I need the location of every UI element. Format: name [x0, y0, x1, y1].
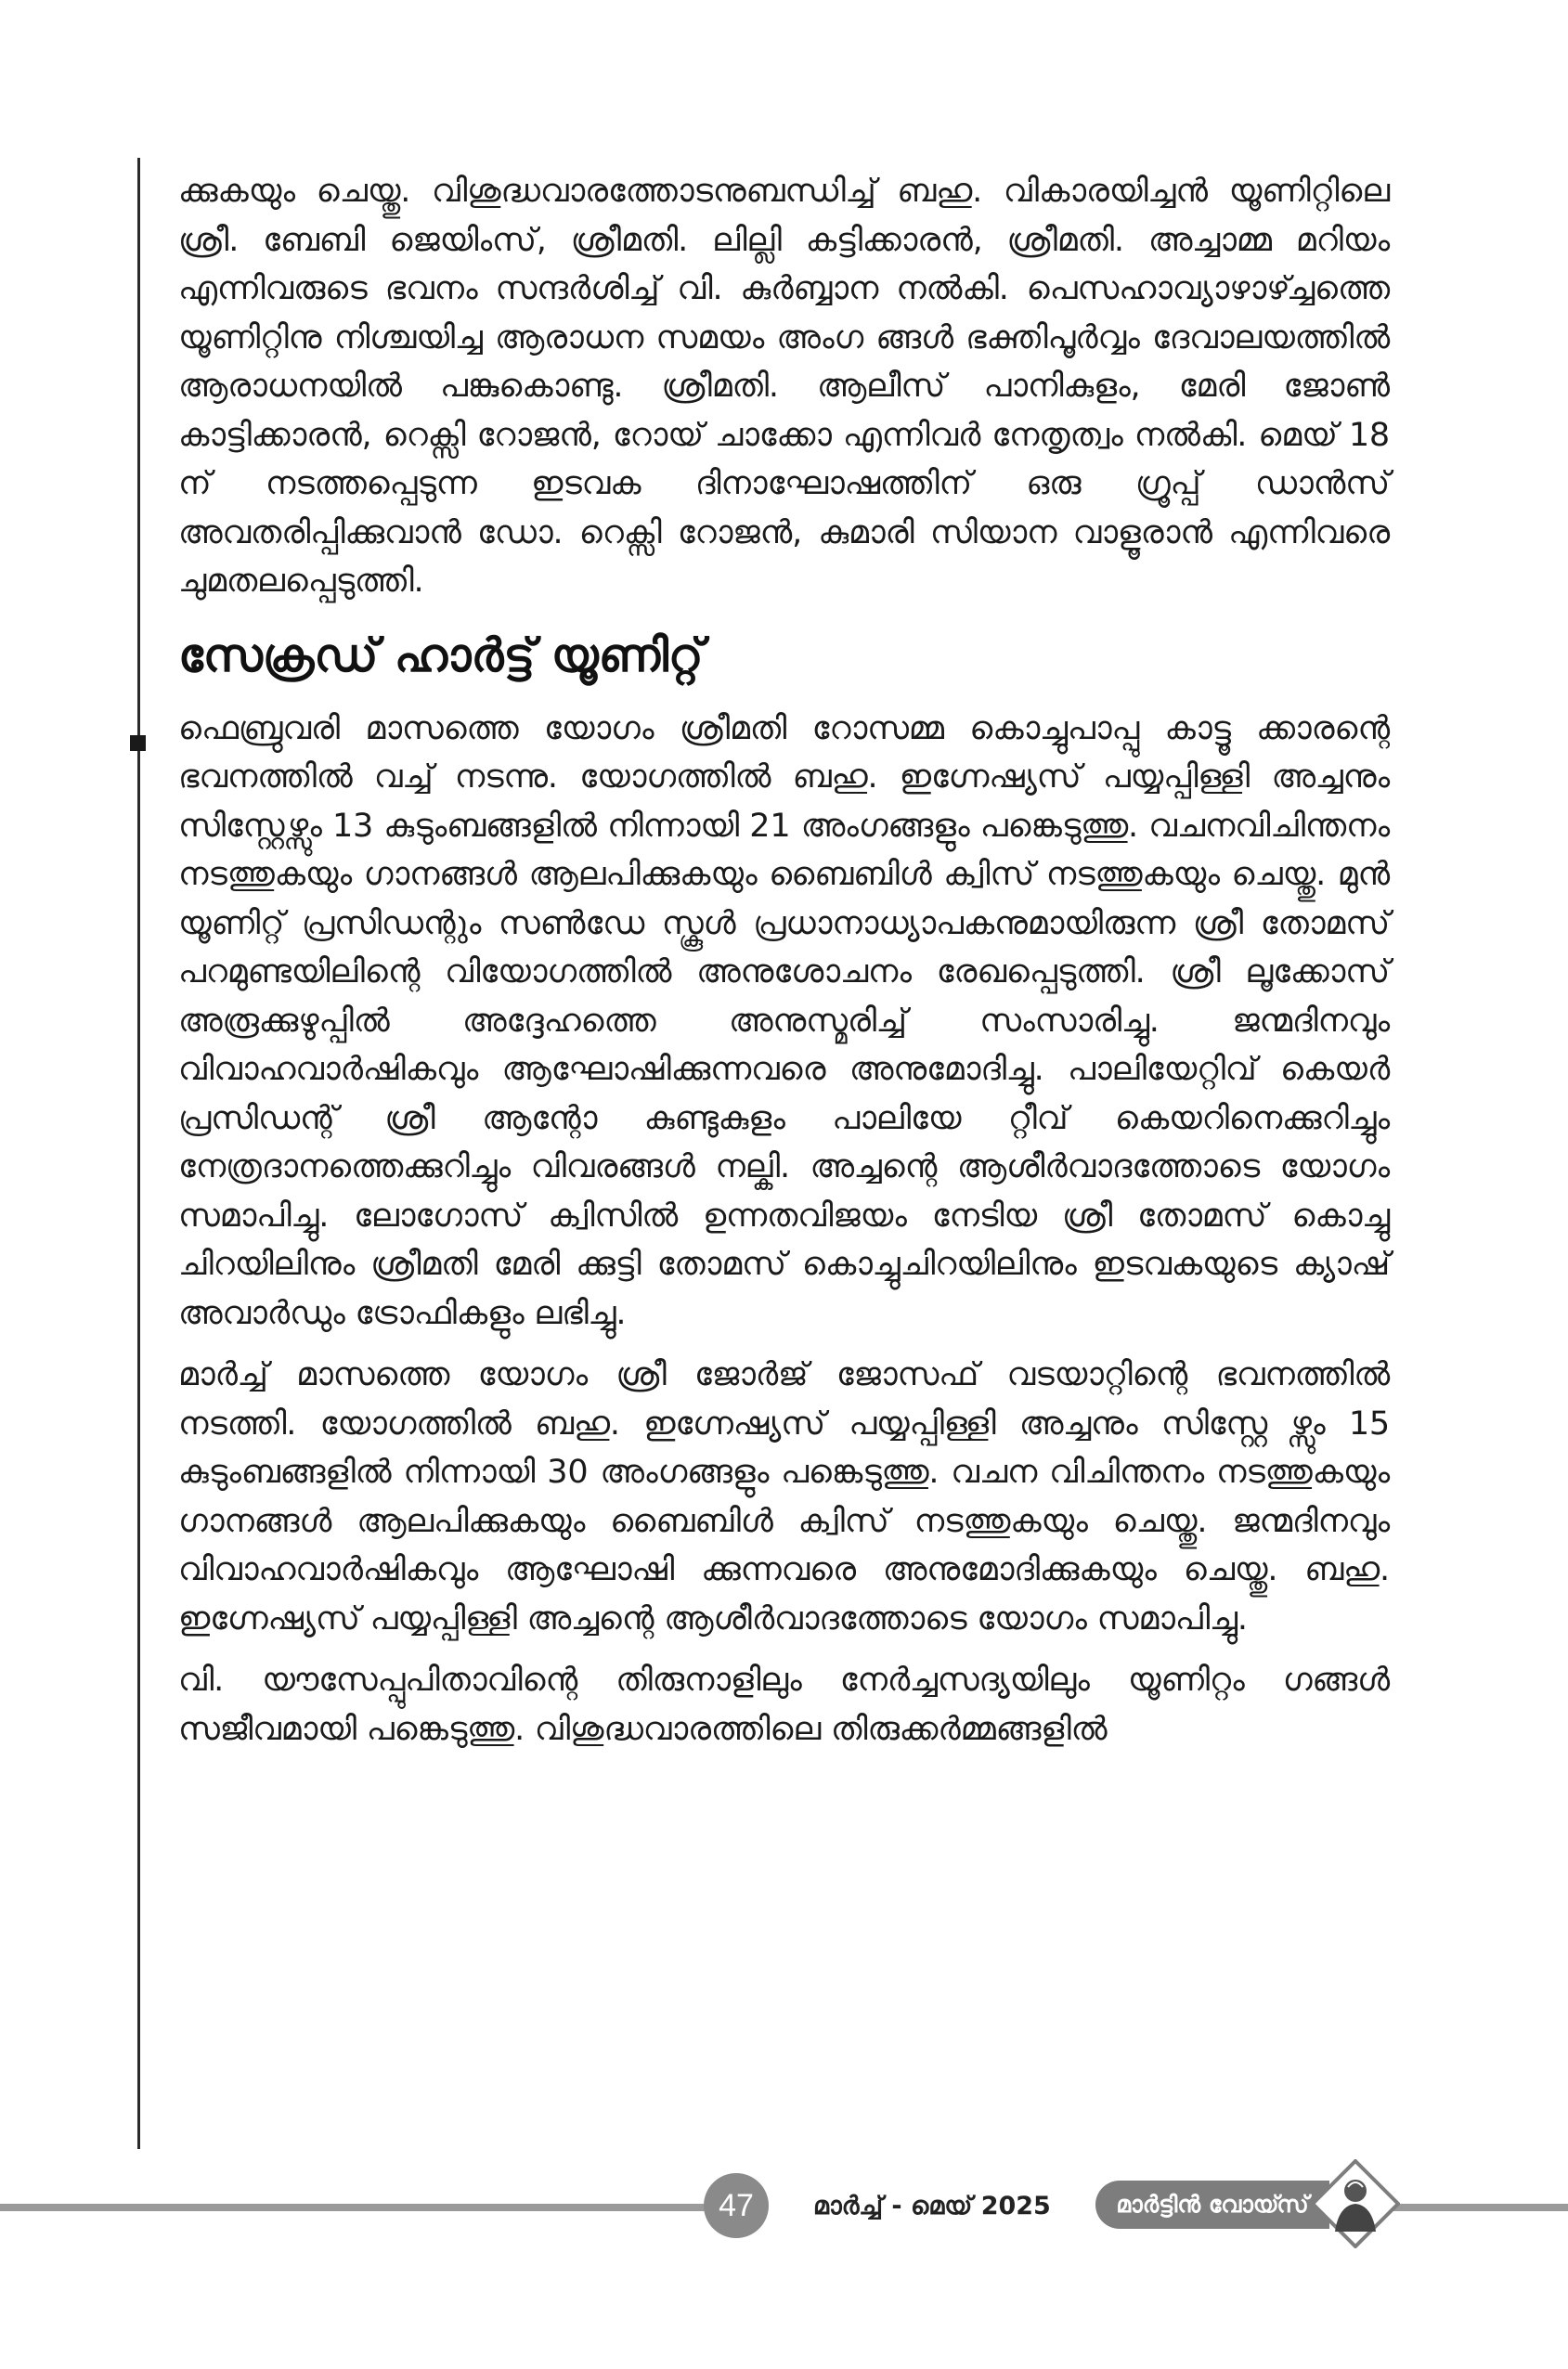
article-paragraph: ഫെബ്രുവരി മാസത്തെ യോഗം ശ്രീമതി റോസമ്മ കൊച്ചുപാപ്പു കാട്ടൂ ക്കാരന്റെ ഭവനത്തിൽ വച്ച് നടന്നു. യോഗത്തിൽ ബഹു. ഇഗ്നേഷ്യസ് പയ്യപ്പിള്ളി അച്ചനും സിസ്റ്റേഴ്സും 13 കുടുംബങ്ങളിൽ നിന്നായി 21 അംഗങ്ങളും പങ്കെടുത്തു. വചനവിചിന്തനം നടത്തുകയും ഗാനങ്ങൾ ആലപിക്കുകയും ബൈബിൾ ക്വിസ് നടത്തുകയും ചെയ്തു. മുൻ യൂണിറ്റ് പ്രസിഡന്റും സൺഡേ സ്കൂൾ പ്രധാനാധ്യാപകനുമായിരുന്ന ശ്രീ തോമസ് പറമുണ്ടയിലിന്റെ വിയോഗത്തിൽ അനുശോചനം രേഖപ്പെടുത്തി. ശ്രീ ലൂക്കോസ് അരൂക്കുഴുപ്പിൽ അദ്ദേഹത്തെ അനുസ്മരിച്ച് സംസാരിച്ചു. ജന്മദിനവും വിവാഹവാർഷികവും ആഘോഷിക്കുന്നവരെ അനുമോദിച്ചു. പാലിയേറ്റിവ് കെയർ പ്രസിഡന്റ് ശ്രീ ആന്റോ കുണ്ടുകുളം പാലിയേ റ്റീവ് കെയറിനെക്കുറിച്ചും നേത്രദാനത്തെക്കുറിച്ചും വിവരങ്ങൾ നല്കി. അച്ചന്റെ ആശീർവാദത്തോടെ യോഗം സമാപിച്ചു. ലോഗോസ് ക്വിസിൽ ഉന്നതവിജയം നേടിയ ശ്രീ തോമസ് കൊച്ചു ചിറയിലിനും ശ്രീമതി മേരി ക്കുട്ടി തോമസ് കൊച്ചുചിറയിലിനും ഇടവകയുടെ ക്യാഷ് അവാർഡും ട്രോഫികളും ലഭിച്ചു. — [178, 709, 1390, 1332]
article-paragraph: മാർച്ച് മാസത്തെ യോഗം ശ്രീ ജോർജ് ജോസഫ് വടയാറ്റിന്റെ ഭവനത്തിൽ നടത്തി. യോഗത്തിൽ ബഹു. ഇഗ്നേഷ്യസ് പയ്യപ്പിള്ളി അച്ചനും സിസ്റ്റേ ഴ്സും 15 കുടുംബങ്ങളിൽ നിന്നായി 30 അംഗങ്ങളും പങ്കെടുത്തു. വചന വിചിന്തനം നടത്തുകയും ഗാനങ്ങൾ ആലപിക്കുകയും ബൈബിൾ ക്വിസ് നടത്തുകയും ചെയ്തു. ജന്മദിനവും വിവാഹവാർഷികവും ആഘോഷി ക്കുന്നവരെ അനുമോദിക്കുകയും ചെയ്തു. ബഹു. ഇഗ്നേഷ്യസ് പയ്യപ്പിള്ളി അച്ചന്റെ ആശീർവാദത്തോടെ യോഗം സമാപിച്ചു. — [178, 1356, 1390, 1638]
issue-date: മാർച്ച് - മെയ് 2025 — [813, 2192, 1051, 2220]
article-paragraph: ക്കുകയും ചെയ്തു. വിശുദ്ധവാരത്തോടനുബന്ധിച്ച് ബഹു. വികാരയിച്ചൻ യൂണിറ്റിലെ ശ്രീ. ബേബി ജെയിംസ്, ശ്രീമതി. ലില്ലി കട്ടിക്കാരൻ, ശ്രീമതി. അച്ചാമ്മ മറിയം എന്നിവരുടെ ഭവനം സന്ദർശിച്ച് വി. കുർബ്ബാന നൽകി. പെസഹാവ്യാഴാഴ്ച്ചത്തെ യൂണിറ്റിനു നിശ്ചയിച്ച ആരാധന സമയം അംഗ ങ്ങൾ ഭക്തിപൂർവ്വം ദേവാലയത്തിൽ ആരാധനയിൽ പങ്കുകൊണ്ടു. ശ്രീമതി. ആലീസ് പാനികുളം, മേരി ജോൺ കാട്ടിക്കാരൻ, റെക്സി റോജൻ, റോയ് ചാക്കോ എന്നിവർ നേതൃത്വം നൽകി. മെയ് 18 ന് നടത്തപ്പെടുന്ന ഇടവക ദിനാഘോഷത്തിന് ഒരു ഗ്രൂപ്പ് ഡാൻസ് അവതരിപ്പിക്കുവാൻ ഡോ. റെക്സി റോജൻ, കുമാരി സിയാന വാളൂരാൻ എന്നിവരെ ചുമതലപ്പെടുത്തി. — [178, 173, 1390, 600]
article-paragraph: വി. യൗസേപ്പുപിതാവിന്റെ തിരുനാളിലും നേർച്ചസദ്യയിലും യൂണിറ്റം ഗങ്ങൾ സജീവമായി പങ്കെടുത്തു. വിശുദ്ധവാരത്തിലെ തിരുക്കർമ്മങ്ങളിൽ — [178, 1662, 1390, 1748]
page-number: 47 — [704, 2173, 769, 2238]
saint-portrait-logo-icon — [1311, 2159, 1400, 2248]
section-title: സേക്രഡ് ഹാർട്ട് യൂണിറ്റ് — [178, 628, 704, 682]
article-body — [178, 167, 1390, 1767]
magazine-masthead: മാർട്ടിൻ വോയ്സ് — [1095, 2181, 1329, 2229]
section-bullet-marker — [130, 735, 146, 751]
left-margin-rule — [137, 158, 140, 2149]
footer-rule-left — [0, 2204, 715, 2211]
